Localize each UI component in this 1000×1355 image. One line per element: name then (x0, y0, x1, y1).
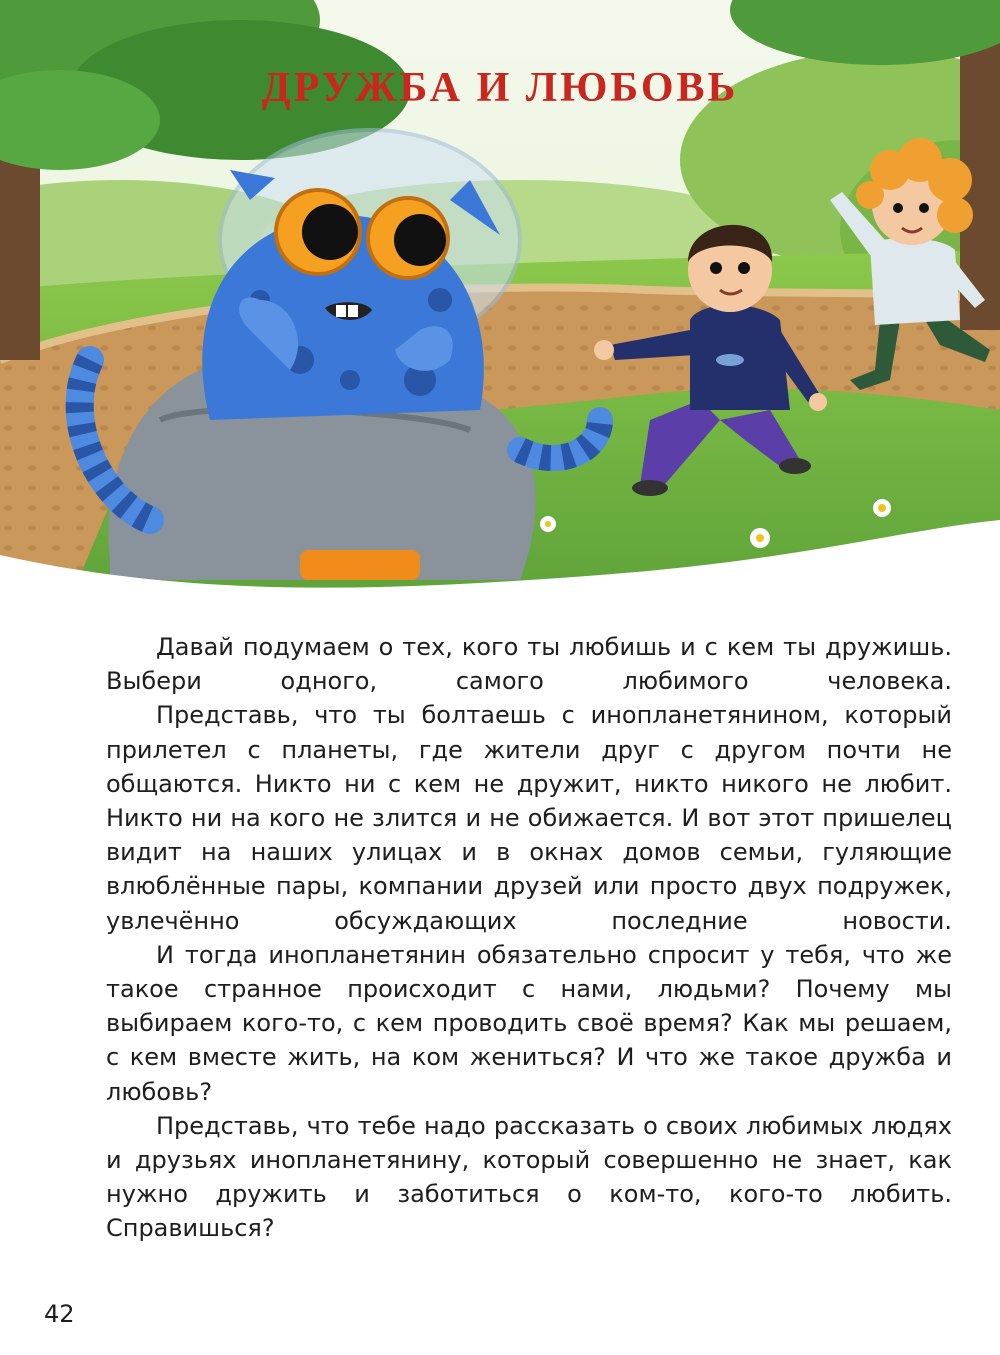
page-number: 42 (44, 1300, 75, 1328)
paragraph: Давай подумаем о тех, кого ты любишь и с кем ты дружишь. Выбери одного, самого любимого человека. (106, 633, 952, 696)
paragraph: И тогда инопланетянин обязательно спросит у тебя, что же такое странное происходит с нами, людьми? Почему мы выбираем кого-то, с кем проводить своё время? Как мы решаем, с кем вместе жить, на ком жениться? И что же такое дружба и любовь? (106, 940, 952, 1106)
paragraph: Представь, что тебе надо рассказать о своих любимых людях и друзьях инопланетянину, который совершенно не знает, как нужно дружить и заботиться о ком-то, кого-то любить. Справишься? (106, 1111, 952, 1243)
page-title: ДРУЖБА И ЛЮБОВЬ (261, 65, 739, 111)
paragraph: Представь, что ты болтаешь с инопланетянином, который прилетел с планеты, где жители друг с другом почти не общаются. Никто ни с кем не дружит, никто никого не любит. Никто ни на кого не злится и не обижается. И вот этот пришелец видит на наших улицах и в окнах домов семьи, гуляющие влюблённые пары, компании друзей или просто двух подружек, увлечённо обсуждающих последние новости. (106, 701, 952, 935)
body-text (106, 630, 952, 1246)
